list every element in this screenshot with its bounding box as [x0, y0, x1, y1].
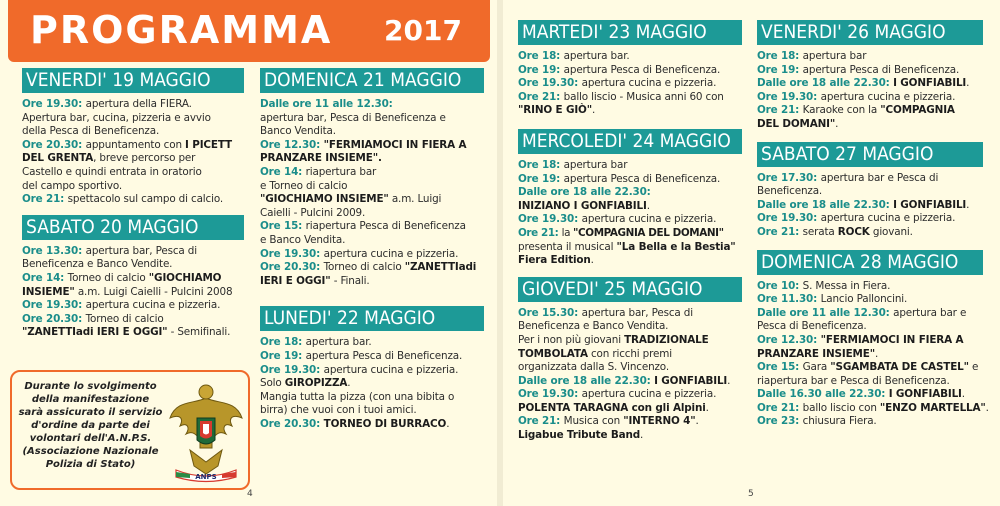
event-line	[518, 320, 742, 334]
event-time: Ore 17.30:	[757, 171, 821, 184]
event-highlight: Fiera Edition	[518, 254, 591, 267]
day-heading: MERCOLEDI' 24 MAGGIO	[518, 129, 742, 154]
anps-label: ANPS	[195, 473, 217, 481]
event-line	[260, 166, 484, 180]
event-line	[518, 402, 742, 416]
event-text: apertura cucina e pizzeria.	[85, 299, 221, 312]
event-text: .	[646, 199, 650, 212]
event-line	[260, 261, 484, 275]
event-text: Apertura bar, cucina, pizzeria e avvio	[22, 111, 211, 124]
event-line	[518, 186, 742, 200]
event-text: Torneo di calcio	[323, 261, 405, 274]
event-text: la	[561, 226, 574, 239]
event-line	[260, 391, 484, 405]
event-time: Ore 19:	[518, 172, 564, 185]
event-highlight: "La Bella e la Bestia"	[616, 240, 736, 253]
event-highlight: INSIEME"	[22, 285, 75, 298]
event-text: e Banco Vendita.	[260, 233, 346, 246]
event-highlight: I GONFIABILI	[893, 77, 967, 90]
event-line	[260, 180, 484, 194]
event-line	[518, 348, 742, 362]
event-text: con ricchi premi	[587, 347, 672, 360]
event-line	[757, 226, 983, 240]
event-time: Ore 21:	[518, 90, 564, 103]
event-highlight: "ENZO MARTELLA"	[879, 401, 986, 414]
event-line	[518, 50, 742, 64]
notice-line: d'ordine da parte dei	[31, 420, 150, 431]
event-time: Ore 18:	[518, 158, 564, 171]
event-text: della Pesca di Beneficenza.	[22, 125, 160, 138]
event-line	[260, 125, 484, 139]
day-domenica-28	[757, 250, 989, 430]
event-line	[757, 212, 983, 226]
event-text: .	[640, 429, 644, 442]
event-line	[22, 313, 244, 327]
event-line	[518, 64, 742, 78]
event-time: Ore 21:	[518, 415, 564, 428]
event-time: Ore 19.30:	[518, 213, 582, 226]
event-text: - Semifinali.	[167, 326, 231, 339]
event-highlight: Ligabue Tribute Band	[518, 429, 640, 442]
event-text: Torneo di calcio	[67, 271, 149, 284]
day-heading: VENERDI' 19 MAGGIO	[22, 68, 244, 93]
event-highlight: GIROPIZZA	[284, 377, 348, 390]
event-highlight: TOMBOLATA	[518, 347, 588, 360]
event-line	[22, 112, 244, 126]
event-text: Musica con	[563, 415, 624, 428]
event-time: Ore 21:	[757, 104, 803, 117]
event-line	[757, 118, 983, 132]
event-text: apertura cucina e pizzeria.	[581, 388, 717, 401]
event-text: organizzata dalla S. Vincenzo.	[518, 361, 669, 374]
event-time: Dalle 16.30 alle 22.30:	[757, 388, 889, 401]
event-text: apertura bar.	[305, 336, 372, 349]
event-text: apertura bar, Pesca di	[85, 244, 197, 257]
day-heading: GIOVEDI' 25 MAGGIO	[518, 277, 742, 302]
event-text: .	[446, 417, 450, 430]
event-highlight: "INTERNO 4"	[623, 415, 696, 428]
event-text: apertura cucina e pizzeria.	[323, 247, 459, 260]
event-time: Ore 20.30:	[260, 261, 324, 274]
notice-line: della manifestazione	[31, 394, 150, 405]
notice-line: (Associazione Nazionale	[22, 446, 159, 457]
event-time: Ore 13.30:	[22, 244, 86, 257]
event-line	[22, 139, 244, 153]
event-text: spettacolo sul campo di calcio.	[67, 193, 224, 206]
event-line	[22, 152, 244, 166]
event-line	[518, 77, 742, 91]
event-time: Ore 19.30:	[757, 90, 821, 103]
event-time: Ore 19.30:	[260, 363, 324, 376]
event-highlight: "COMPAGNIA	[880, 104, 955, 117]
event-line	[757, 185, 983, 199]
event-text: apertura cucina e pizzeria.	[323, 363, 459, 376]
day-venerdi-19	[22, 68, 244, 207]
notice-line: sarà assicurato il servizio	[18, 407, 163, 418]
event-time: Ore 15:	[757, 361, 803, 374]
event-line	[260, 207, 484, 221]
event-line	[757, 361, 983, 375]
event-line	[260, 418, 484, 432]
event-highlight: "GIOCHIAMO INSIEME"	[260, 193, 389, 206]
event-highlight: I GONFIABILI	[893, 198, 967, 211]
event-highlight: ROCK	[837, 225, 870, 238]
event-highlight: I GONFIABILI	[888, 388, 962, 401]
event-text: presenta il musical	[518, 240, 617, 253]
event-line	[757, 401, 989, 416]
event-highlight: I GONFIABILI	[654, 374, 728, 387]
day-sabato-27	[757, 142, 983, 240]
event-line	[757, 334, 983, 348]
event-line	[260, 234, 484, 248]
event-highlight: "ZANETTIadi IERI E OGGI"	[22, 326, 168, 339]
event-text: Per i non più giovani	[518, 333, 625, 346]
event-line	[518, 415, 742, 429]
event-time: Ore 20.30:	[22, 138, 86, 151]
event-time: Dalle ore 18 alle 22.30:	[518, 374, 655, 387]
day-heading: SABATO 20 MAGGIO	[22, 215, 244, 240]
event-text: .	[695, 415, 699, 428]
event-text: .	[347, 377, 351, 390]
event-text: ballo liscio con	[802, 401, 880, 414]
event-line	[22, 166, 244, 180]
event-line	[22, 98, 244, 112]
column-1	[22, 68, 244, 348]
event-text: giovani.	[869, 225, 913, 238]
event-time: Ore 19.30:	[260, 247, 324, 260]
event-text: .	[835, 117, 839, 130]
event-line	[518, 227, 742, 241]
event-text: apertura cucina e pizzeria.	[820, 90, 956, 103]
event-text: .	[591, 104, 596, 117]
event-time: Ore 12.30:	[757, 333, 821, 346]
day-martedi-23	[518, 20, 742, 118]
event-text: apertura bar	[802, 50, 867, 62]
day-heading: MARTEDI' 23 MAGGIO	[518, 20, 742, 45]
event-time: Ore 20.30:	[260, 417, 324, 430]
event-time: Dalle ore 18 alle 22.30:	[757, 198, 894, 211]
event-highlight: TRADIZIONALE	[624, 333, 709, 346]
event-line	[260, 336, 484, 350]
event-text: Banco Vendita.	[260, 125, 336, 138]
event-time: Ore 12.30:	[260, 138, 324, 151]
event-time: Ore 11.30:	[757, 293, 821, 306]
title-banner	[8, 0, 490, 62]
event-highlight: "ZANETTIadi	[404, 261, 477, 274]
event-line	[757, 388, 983, 402]
event-line	[22, 326, 244, 340]
event-time: Ore 21:	[518, 226, 562, 239]
event-line	[260, 152, 484, 166]
event-text: Caielli - Pulcini 2009.	[260, 206, 366, 219]
event-line	[757, 375, 983, 389]
event-text: .	[966, 77, 970, 90]
event-text: del campo sportivo.	[22, 179, 123, 192]
event-highlight: "GIOCHIAMO	[148, 271, 222, 284]
event-highlight: "COMPAGNIA DEL DOMANI"	[573, 226, 724, 239]
event-time: Ore 14:	[22, 271, 68, 284]
event-highlight: DEL GRENTA	[22, 152, 94, 165]
event-text: Karaoke con la	[802, 104, 881, 117]
event-text: apertura cucina e pizzeria.	[581, 213, 717, 226]
event-time: Ore 14:	[260, 165, 306, 178]
event-highlight: "FERMIAMOCI IN FIERA A	[323, 138, 467, 151]
event-text: e	[968, 361, 979, 374]
event-line	[518, 200, 742, 214]
event-highlight: INIZIANO I GONFIABILI	[518, 199, 647, 212]
event-line	[757, 77, 983, 91]
event-time: Ore 18:	[260, 336, 306, 349]
event-highlight: PRANZARE INSIEME".	[260, 152, 382, 165]
event-text: - Finali.	[330, 274, 370, 287]
event-line	[757, 307, 983, 321]
page-number-right: 5	[748, 489, 754, 499]
event-time: Dalle ore 18 alle 22.30:	[757, 77, 894, 90]
day-venerdi-26	[757, 20, 983, 132]
event-text: Lancio Palloncini.	[820, 293, 908, 306]
event-line	[260, 404, 484, 418]
event-text: e Torneo di calcio	[260, 179, 348, 192]
event-line	[757, 91, 983, 105]
event-text: , breve percorso per	[93, 152, 196, 165]
event-text: appuntamento con	[85, 138, 186, 151]
event-text: apertura bar	[563, 158, 628, 171]
event-line	[518, 334, 742, 348]
event-time: Ore 15.30:	[518, 306, 582, 319]
event-line	[260, 112, 484, 126]
event-line	[22, 299, 244, 313]
event-time: Ore 15:	[260, 220, 306, 233]
event-time: Ore 19.30:	[22, 98, 86, 110]
event-text: Torneo di calcio	[85, 312, 164, 325]
event-text: apertura Pesca di Beneficenza.	[563, 63, 721, 76]
event-text: Solo	[260, 377, 285, 390]
event-line	[260, 193, 484, 207]
event-time: Ore 19.30:	[518, 388, 582, 401]
event-highlight: PRANZARE INSIEME"	[757, 347, 875, 360]
event-time: Ore 19.30:	[518, 77, 582, 90]
event-time: Ore 19:	[757, 63, 803, 76]
event-text: apertura Pesca di Beneficenza.	[563, 172, 721, 185]
page-title: PROGRAMMA	[30, 8, 333, 52]
event-text: apertura bar, Pesca di	[581, 306, 693, 319]
event-time: Dalle ore 11 alle 12.30:	[757, 306, 894, 319]
day-heading: VENERDI' 26 MAGGIO	[757, 20, 983, 45]
event-line	[757, 104, 983, 118]
event-text: apertura bar.	[563, 50, 630, 62]
event-text: riapertura Pesca di Beneficenza	[305, 220, 466, 233]
notice-line: Durante lo svolgimento	[24, 381, 157, 392]
event-time: Ore 10:	[757, 279, 803, 292]
event-line	[757, 293, 983, 307]
event-time: Dalle ore 18 alle 22.30:	[518, 186, 651, 199]
event-line	[518, 159, 742, 173]
event-text: riapertura bar	[305, 165, 377, 178]
anps-notice-text	[18, 380, 163, 471]
event-text: birra) che vuoi con i tuoi amici.	[260, 404, 417, 417]
event-line	[22, 258, 244, 272]
event-text: apertura della FIERA.	[85, 98, 192, 110]
event-line	[757, 64, 983, 78]
anps-notice-box	[10, 370, 250, 490]
column-2	[260, 68, 484, 439]
day-heading: DOMENICA 28 MAGGIO	[757, 250, 983, 275]
event-text: .	[961, 388, 965, 401]
event-line	[260, 275, 484, 289]
event-text: apertura Pesca di Beneficenza.	[305, 349, 463, 362]
event-time: Ore 21:	[757, 225, 803, 238]
event-highlight: "FERMIAMOCI IN FIERA A	[820, 333, 964, 346]
event-text: Mangia tutta la pizza (con una bibita o	[260, 390, 455, 403]
event-text: a.m. Luigi Caielli - Pulcini 2008	[74, 285, 233, 298]
event-line	[757, 348, 983, 362]
event-line	[757, 415, 983, 429]
event-line	[260, 220, 484, 234]
event-line	[518, 388, 742, 402]
event-line	[260, 364, 484, 378]
event-line	[518, 241, 742, 255]
event-time: Ore 19.30:	[757, 212, 821, 225]
event-line	[518, 91, 742, 105]
anps-eagle-emblem-icon	[166, 378, 246, 486]
event-text: apertura bar e Pesca di	[820, 171, 939, 184]
event-line	[757, 50, 983, 64]
event-text: .	[874, 347, 879, 360]
notice-line: volontari dell'A.N.P.S.	[29, 433, 152, 444]
event-line	[518, 361, 742, 375]
event-highlight: TORNEO DI BURRACO	[323, 417, 447, 430]
event-highlight: DEL DOMANI"	[757, 117, 836, 130]
event-line	[22, 193, 244, 207]
day-domenica-21	[260, 68, 484, 288]
event-time: Ore 18:	[518, 50, 564, 62]
event-line	[260, 350, 484, 364]
notice-line: Polizia di Stato)	[45, 459, 136, 470]
event-line	[518, 429, 742, 443]
event-text: apertura Pesca di Beneficenza.	[802, 63, 960, 76]
day-heading: DOMENICA 21 MAGGIO	[260, 68, 484, 93]
event-text: ballo liscio - Musica anni 60 con	[563, 90, 724, 103]
event-text: S. Messa in Fiera.	[802, 279, 891, 292]
event-time: Ore 19.30:	[22, 299, 86, 312]
day-lunedi-22	[260, 306, 484, 431]
event-time: Ore 21:	[22, 193, 68, 206]
event-highlight: "RINO E GIÒ"	[518, 104, 592, 117]
event-text: riapertura bar e Pesca di Beneficenza.	[757, 374, 950, 387]
event-text: Gara	[802, 361, 831, 374]
day-heading: SABATO 27 MAGGIO	[757, 142, 983, 167]
event-text: serata	[802, 225, 838, 238]
event-text: .	[705, 401, 709, 414]
event-line	[518, 254, 742, 268]
title-year: 2017	[384, 14, 462, 47]
day-giovedi-25	[518, 277, 742, 443]
event-time: Ore 21:	[757, 401, 803, 414]
event-line	[757, 280, 983, 294]
event-text: chiusura Fiera.	[802, 415, 877, 428]
event-time: Ore 18:	[757, 50, 803, 62]
event-highlight: I PICETT	[185, 138, 232, 151]
event-text: apertura cucina e pizzeria.	[581, 77, 717, 90]
event-highlight: IERI E OGGI"	[260, 274, 331, 287]
event-highlight: "SGAMBATA DE CASTEL"	[830, 361, 969, 374]
event-text: .	[966, 198, 970, 211]
event-line	[260, 98, 484, 112]
event-time: Ore 20.30:	[22, 312, 86, 325]
event-time: Ore 19:	[260, 349, 306, 362]
event-text: Beneficenza e Banco Vendita.	[518, 320, 669, 333]
event-line	[757, 320, 983, 334]
event-line	[260, 139, 484, 153]
event-line	[518, 104, 742, 118]
event-line	[22, 245, 244, 259]
event-line	[757, 172, 983, 186]
event-line	[22, 286, 244, 300]
event-text: Beneficenza.	[757, 185, 823, 198]
event-time: Ore 19:	[518, 63, 564, 76]
event-line	[260, 377, 484, 391]
event-line	[518, 375, 742, 389]
event-line	[518, 173, 742, 187]
event-line	[22, 272, 244, 286]
page-number-left: 4	[247, 489, 253, 499]
column-4	[757, 20, 989, 437]
event-line	[22, 125, 244, 139]
event-highlight: POLENTA TARAGNA con gli Alpini	[518, 401, 706, 414]
day-sabato-20	[22, 215, 244, 340]
event-line	[22, 180, 244, 194]
event-line	[757, 199, 983, 213]
column-3	[518, 20, 742, 451]
event-text: Castello e quindi entrata in oratorio	[22, 165, 202, 178]
event-text: .	[985, 401, 989, 414]
event-text: .	[727, 374, 731, 387]
event-text: apertura cucina e pizzeria.	[820, 212, 956, 225]
event-text: apertura bar e	[893, 306, 967, 319]
event-text: Pesca di Beneficenza.	[757, 320, 867, 333]
day-heading: LUNEDI' 22 MAGGIO	[260, 306, 484, 331]
event-text: Beneficenza e Banco Vendite.	[22, 258, 173, 271]
event-line	[518, 213, 742, 227]
event-time: Dalle ore 11 alle 12.30:	[260, 98, 393, 110]
event-text: .	[590, 254, 594, 267]
event-line	[518, 307, 742, 321]
event-time: Ore 23:	[757, 415, 803, 428]
event-text: apertura bar, Pesca di Beneficenza e	[260, 111, 446, 124]
day-mercoledi-24	[518, 129, 742, 268]
event-text: a.m. Luigi	[388, 193, 442, 206]
event-line	[260, 248, 484, 262]
